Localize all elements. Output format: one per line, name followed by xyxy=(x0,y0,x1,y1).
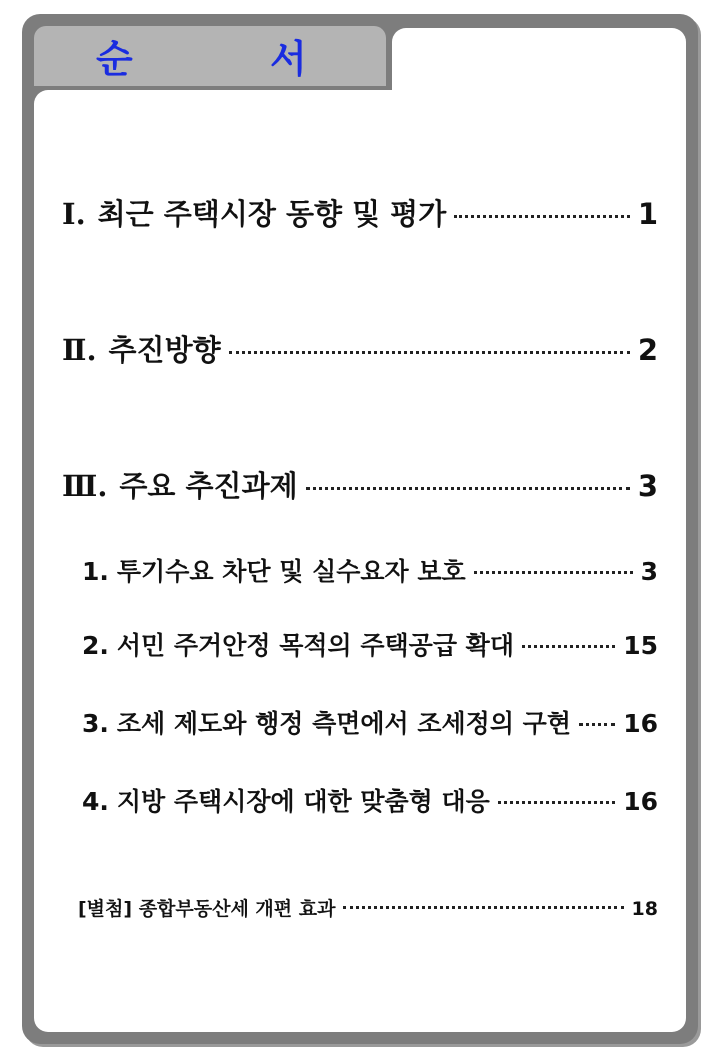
section-label: 추진방향 xyxy=(108,333,221,367)
subsection-label: 서민 주거안정 목적의 주택공급 확대 xyxy=(116,631,514,660)
section-number: Ⅰ. xyxy=(62,197,86,231)
page-number: 16 xyxy=(623,709,658,738)
section-label: 최근 주택시장 동향 및 평가 xyxy=(97,197,447,231)
section-number: Ⅲ. xyxy=(62,469,108,503)
page-number: 15 xyxy=(623,631,658,660)
page-number: 3 xyxy=(637,469,658,503)
toc-subsection-1[interactable] xyxy=(82,552,658,588)
leader-dots xyxy=(522,645,615,648)
page-title: 순 서 xyxy=(96,37,369,81)
subsection-label: 투기수요 차단 및 실수요자 보호 xyxy=(116,557,466,586)
leader-dots xyxy=(306,487,630,490)
appendix-label: [별첨] 종합부동산세 개편 효과 xyxy=(78,898,336,920)
subsection-label: 지방 주택시장에 대한 맞춤형 대응 xyxy=(116,787,490,816)
toc-subsection-4[interactable] xyxy=(82,782,658,818)
toc-section-3[interactable] xyxy=(62,464,658,505)
leader-dots xyxy=(498,801,615,804)
page-number: 3 xyxy=(640,557,658,586)
section-number: Ⅱ. xyxy=(62,333,97,367)
toc-section-1[interactable] xyxy=(62,192,658,233)
page-number: 16 xyxy=(623,787,658,816)
toc-section-2[interactable] xyxy=(62,328,658,369)
page-number: 18 xyxy=(631,898,658,920)
leader-dots xyxy=(343,906,623,909)
page-number: 2 xyxy=(637,333,658,367)
subsection-number: 1. xyxy=(82,557,109,586)
leader-dots xyxy=(229,351,630,354)
subsection-number: 2. xyxy=(82,631,109,660)
leader-dots xyxy=(454,215,630,218)
section-label: 주요 추진과제 xyxy=(119,469,298,503)
leader-dots xyxy=(474,571,633,574)
page-number: 1 xyxy=(637,197,658,231)
toc-subsection-2[interactable] xyxy=(82,626,658,662)
subsection-number: 4. xyxy=(82,787,109,816)
toc-subsection-3[interactable] xyxy=(82,704,658,740)
subsection-number: 3. xyxy=(82,709,109,738)
subsection-label: 조세 제도와 행정 측면에서 조세정의 구현 xyxy=(116,709,571,738)
toc-appendix[interactable] xyxy=(78,894,658,921)
leader-dots xyxy=(579,723,615,726)
